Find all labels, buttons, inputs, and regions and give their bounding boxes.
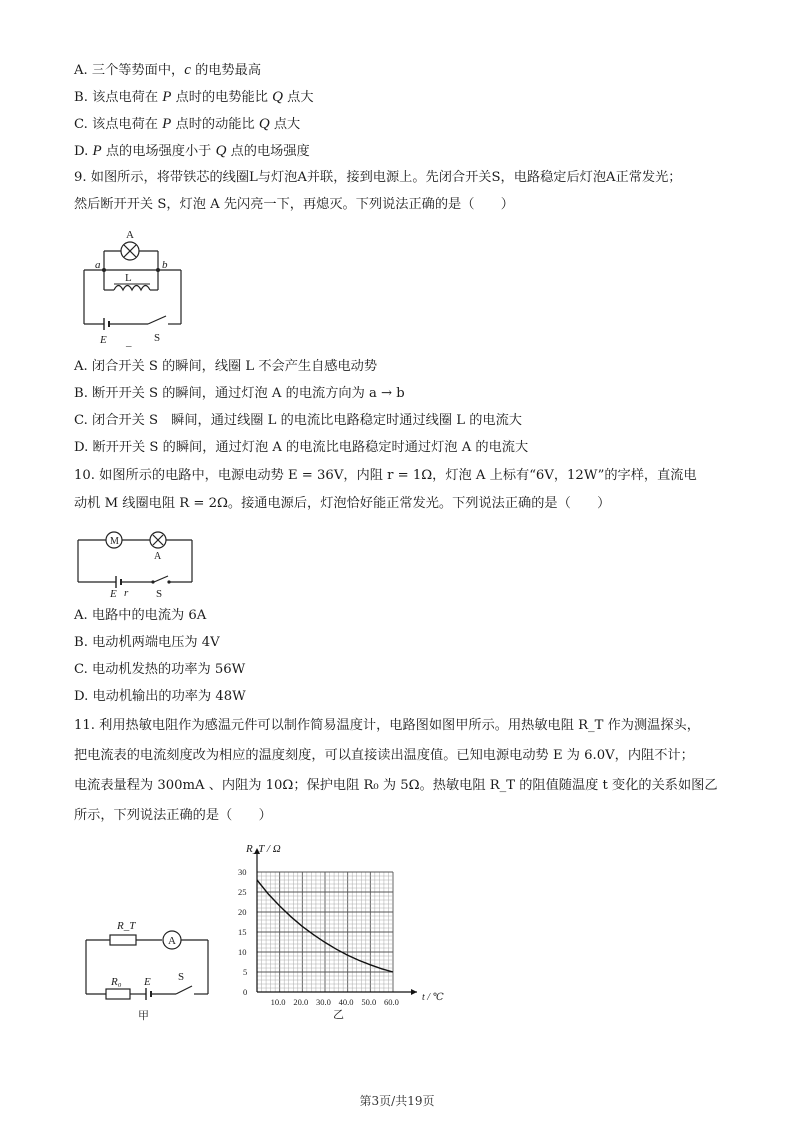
- q10-option-b: B. 电动机两端电压为 4V: [74, 635, 220, 650]
- q11-chart-yi: [232, 840, 462, 1025]
- q11-stem-line1: 11. 利用热敏电阻作为感温元件可以制作简易温度计，电路图如图甲所示。用热敏电阻 R_T 作为测温探头，: [74, 718, 700, 733]
- source-label: E: [110, 588, 117, 600]
- x-tick-label: 20.0: [293, 997, 309, 1007]
- lamp-label: A: [126, 229, 134, 241]
- r0-label: R₀: [111, 976, 122, 988]
- q11-circuit-jia: [80, 912, 220, 1024]
- q10-stem-line2: 动机 M 线圈电阻 R = 2Ω。接通电源后，灯泡恰好能正常发光。下列说法正确的是（ ）: [74, 496, 611, 511]
- switch-label: S: [154, 332, 161, 344]
- x-tick-label: 40.0: [338, 997, 354, 1007]
- q10-circuit-figure: [74, 526, 198, 600]
- switch-label: S: [156, 588, 163, 600]
- r0-symbol: [106, 989, 130, 999]
- q11-stem-line2: 把电流表的电流刻度改为相应的温度刻度，可以直接读出温度值。已知电源电动势 E 为 6.0V，内阻不计；: [74, 748, 694, 763]
- q11-stem-line4: 所示，下列说法正确的是（ ）: [74, 808, 272, 823]
- y-tick-label: 15: [238, 927, 247, 937]
- source-label: E: [144, 976, 151, 988]
- y-tick-label: 30: [238, 867, 247, 877]
- internal-resistance-label: r: [124, 587, 129, 599]
- node-b-label: b: [162, 259, 168, 271]
- x-tick-label: 50.0: [361, 997, 377, 1007]
- x-axis-arrow: [411, 989, 417, 995]
- dash-mark: _: [126, 336, 132, 348]
- q11-stem-line3: 电流表量程为 300mA 、内阻为 10Ω；保护电阻 R₀ 为 5Ω。热敏电阻 R_T 的阻值随温度 t 变化的关系如图乙: [74, 778, 718, 793]
- switch-label: S: [178, 971, 185, 983]
- q10-stem-line1: 10. 如图所示的电路中，电源电动势 E = 36V，内阻 r = 1Ω，灯泡 A 上标有“6V，12W”的字样，直流电: [74, 468, 697, 483]
- q8-option-b: B. 该点电荷在 P 点时的电势能比 Q 点大: [74, 89, 314, 105]
- lamp-label: A: [154, 551, 162, 562]
- q10-option-a: A. 电路中的电流为 6A: [74, 608, 207, 623]
- chart-axes: [254, 848, 417, 995]
- x-tick-label: 60.0: [384, 997, 399, 1007]
- y-tick-label: 10: [238, 947, 247, 957]
- motor-label: M: [110, 536, 119, 547]
- page-footer: 第3页/共19页: [359, 1094, 435, 1108]
- rt-label: R_T: [117, 920, 136, 932]
- q10-option-d: D. 电动机输出的功率为 48W: [74, 689, 246, 704]
- x-axis-label: t / ℃: [422, 992, 444, 1003]
- q9-option-b: B. 断开开关 S 的瞬间，通过灯泡 A 的电流方向为 a → b: [74, 386, 405, 401]
- caption-yi: 乙: [333, 1009, 344, 1021]
- thermistor-symbol: [110, 935, 136, 945]
- coil-l-symbol: [114, 286, 150, 291]
- q9-stem-line1: 9. 如图所示，将带铁芯的线圈L与灯泡A并联，接到电源上。先闭合开关S，电路稳定后灯泡A正常发光；: [74, 170, 682, 185]
- coil-label: L: [125, 272, 132, 284]
- q8-option-d: D. P 点的电场强度小于 Q 点的电场强度: [74, 143, 310, 159]
- q8-option-a: A. 三个等势面中，c 的电势最高: [74, 62, 262, 78]
- q9-option-d: D. 断开开关 S 的瞬间，通过灯泡 A 的电流比电路稳定时通过灯泡 A 的电流大: [74, 440, 529, 455]
- y-tick-label: 25: [238, 887, 247, 897]
- y-tick-label: 20: [238, 907, 247, 917]
- q9-option-c: C. 闭合开关 S 瞬间，通过线圈 L 的电流比电路稳定时通过线圈 L 的电流大: [74, 413, 522, 428]
- q9-circuit-figure: [76, 228, 196, 350]
- caption-jia: 甲: [138, 1010, 149, 1022]
- q9-stem-line2: 然后断开开关 S，灯泡 A 先闪亮一下，再熄灭。下列说法正确的是（ ）: [74, 197, 514, 212]
- chart-grid: [257, 872, 393, 992]
- x-tick-label: 10.0: [270, 997, 286, 1007]
- q10-option-c: C. 电动机发热的功率为 56W: [74, 662, 246, 677]
- y-tick-label: 5: [243, 967, 248, 977]
- y-axis-label: R_T / Ω: [246, 843, 281, 855]
- x-tick-label: 30.0: [316, 997, 331, 1007]
- ammeter-label: A: [168, 935, 176, 947]
- node-a-label: a: [95, 259, 101, 271]
- source-label: E: [100, 334, 107, 346]
- q8-option-c: C. 该点电荷在 P 点时的动能比 Q 点大: [74, 116, 301, 132]
- y-tick-label: 0: [243, 987, 248, 997]
- q9-option-a: A. 闭合开关 S 的瞬间，线圈 L 不会产生自感电动势: [74, 359, 378, 374]
